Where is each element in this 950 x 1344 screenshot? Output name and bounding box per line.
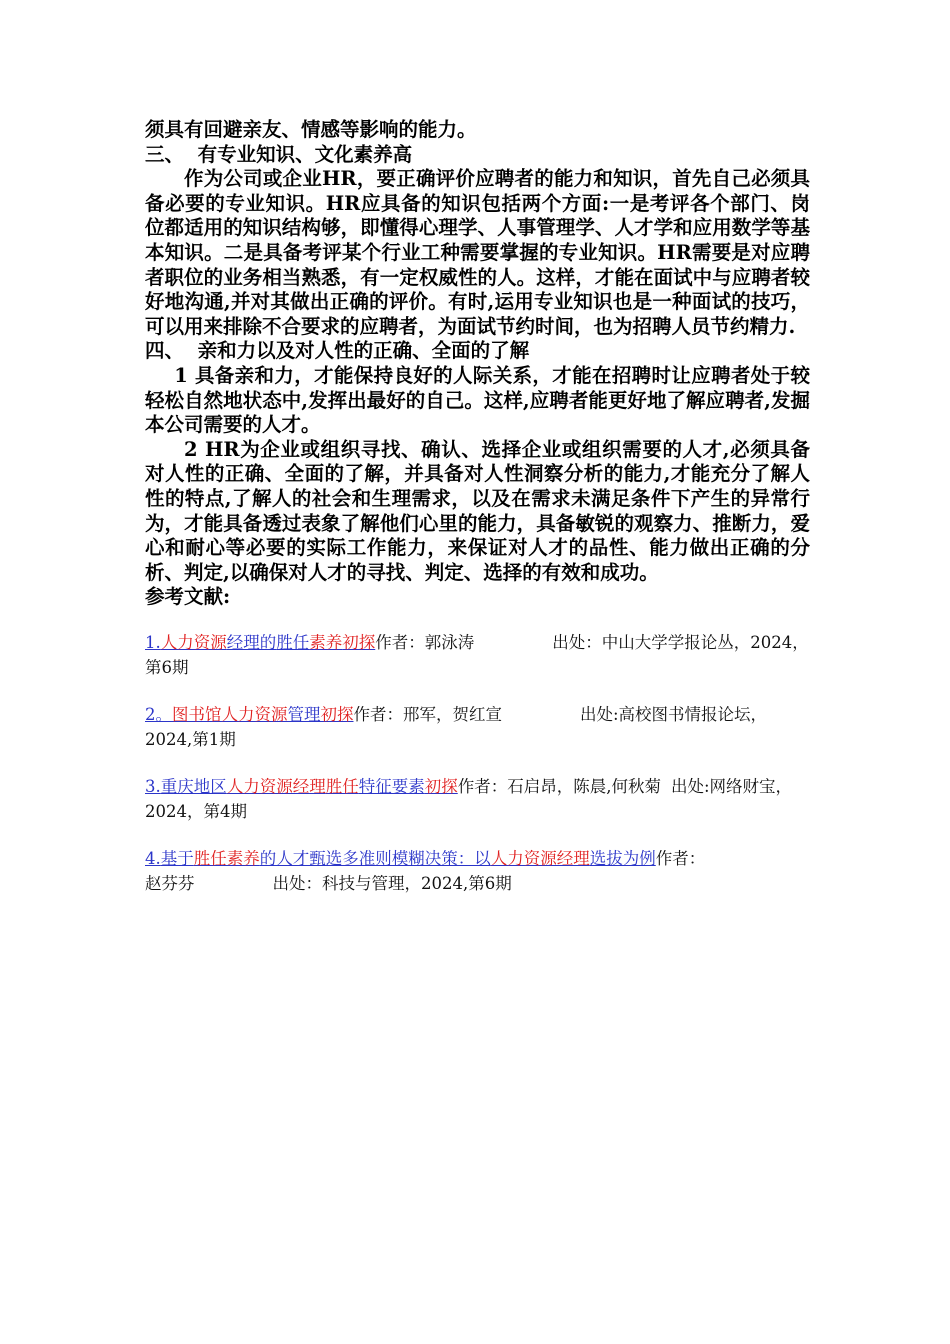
- reference-1-title-part: 经理的: [226, 632, 277, 652]
- reference-4-title-part: 胜任素养: [193, 848, 260, 868]
- reference-1-title-part: 初探: [342, 632, 376, 652]
- reference-3-author: 作者：石启昂，陈晨,何秋菊: [457, 776, 661, 796]
- reference-4-author: 赵芬芬: [145, 873, 195, 893]
- reference-2-author: 作者：邢军，贺红宣: [353, 704, 502, 724]
- reference-3-link[interactable]: [145, 777, 458, 796]
- reference-3-title-part: 人力资源经理: [226, 776, 326, 796]
- reference-4-title-part: 的人才甄选多准则模糊决策：以: [259, 848, 491, 868]
- section-heading-3: 三、 有专业知识、文化素养高: [145, 142, 413, 166]
- reference-4-link[interactable]: [145, 849, 656, 868]
- references-title: 参考文献:: [145, 585, 231, 609]
- reference-4-author-label: 作者：: [655, 848, 706, 868]
- reference-3-source: 出处:网络财宝，2024，第4期: [145, 776, 793, 821]
- reference-1-number: 1.: [145, 632, 161, 652]
- reference-2-title-part: 图书馆: [172, 704, 222, 724]
- reference-2-title-part: 初探: [320, 704, 354, 724]
- reference-2-number: 2。: [145, 704, 172, 724]
- reference-item-3: [145, 774, 810, 824]
- reference-2-source: 出处:高校图书情报论坛，2024,第1期: [145, 704, 768, 749]
- reference-item-4: [145, 846, 810, 896]
- reference-2-title-part: 人力资源: [221, 704, 288, 724]
- paragraph-section-4-item-1: 1 具备亲和力，才能保持良好的人际关系，才能在招聘时让应聘者处于较轻松自然地状态中,发挥出最好的自己。这样,应聘者能更好地了解应聘者,发掘本公司需要的人才。: [145, 363, 810, 437]
- reference-2-title-part: 管理: [287, 704, 321, 724]
- reference-item-1: [145, 630, 810, 680]
- reference-3-title-part: 特征要素: [358, 776, 425, 796]
- reference-1-title-part: 素养: [309, 632, 343, 652]
- paragraph-section-4-item-2: 2 HR为企业或组织寻找、确认、选择企业或组织需要的人才,必须具备对人性的正确、全面的了解，并具备对人性洞察分析的能力,才能充分了解人性的特点,了解人的社会和生理需求，以及在需求未满足条件下产生的异常行为，才能具备透过表象了解他们心里的能力，具备敏锐的观察力、推断力，爱心和耐心等必要的实际工作能力，来保证对人才的品性、能力做出正确的分析、判定,以确保对人才的寻找、判定、选择的有效和成功。: [145, 437, 810, 584]
- reference-3-title-part: 重庆地区: [160, 776, 227, 796]
- reference-4-title-part: 基于: [160, 848, 194, 868]
- section-heading-4: 四、 亲和力以及对人性的正确、全面的了解: [145, 339, 530, 363]
- reference-1-link[interactable]: [145, 633, 375, 652]
- reference-1-author: 作者：郭泳涛: [375, 632, 475, 652]
- reference-3-title-part: 初探: [424, 776, 458, 796]
- reference-item-2: [145, 702, 810, 752]
- paragraph-section-3: 作为公司或企业HR，要正确评价应聘者的能力和知识，首先自己必须具备必要的专业知识。HR应具备的知识包括两个方面:一是考评各个部门、岗位都适用的知识结构够，即懂得心理学、人事管理学、人才学和应用数学等基本知识。二是具备考评某个行业工种需要掌握的专业知识。HR需要是对应聘者职位的业务相当熟悉，有一定权威性的人。这样，才能在面试中与应聘者较好地沟通,并对其做出正确的评价。有时,运用专业知识也是一种面试的技巧，可以用来排除不合要求的应聘者，为面试节约时间，也为招聘人员节约精力.: [145, 167, 810, 338]
- reference-4-title-part: 选拔为例: [589, 848, 656, 868]
- reference-1-title-part: 人力资源: [160, 632, 227, 652]
- reference-2-link[interactable]: [145, 705, 354, 724]
- reference-3-number: 3.: [145, 776, 161, 796]
- document-page: [145, 118, 810, 918]
- reference-3-title-part: 胜任: [325, 776, 359, 796]
- paragraph-intro: 须具有回避亲友、情感等影响的能力。: [145, 118, 477, 141]
- reference-1-source: 出处：中山大学学报论丛，2024，第6期: [145, 632, 809, 677]
- reference-4-number: 4.: [145, 848, 161, 868]
- reference-4-source: 出处：科技与管理，2024,第6期: [272, 873, 512, 893]
- reference-1-title-part: 胜任: [276, 632, 310, 652]
- reference-4-title-part: 人力资源经理: [490, 848, 590, 868]
